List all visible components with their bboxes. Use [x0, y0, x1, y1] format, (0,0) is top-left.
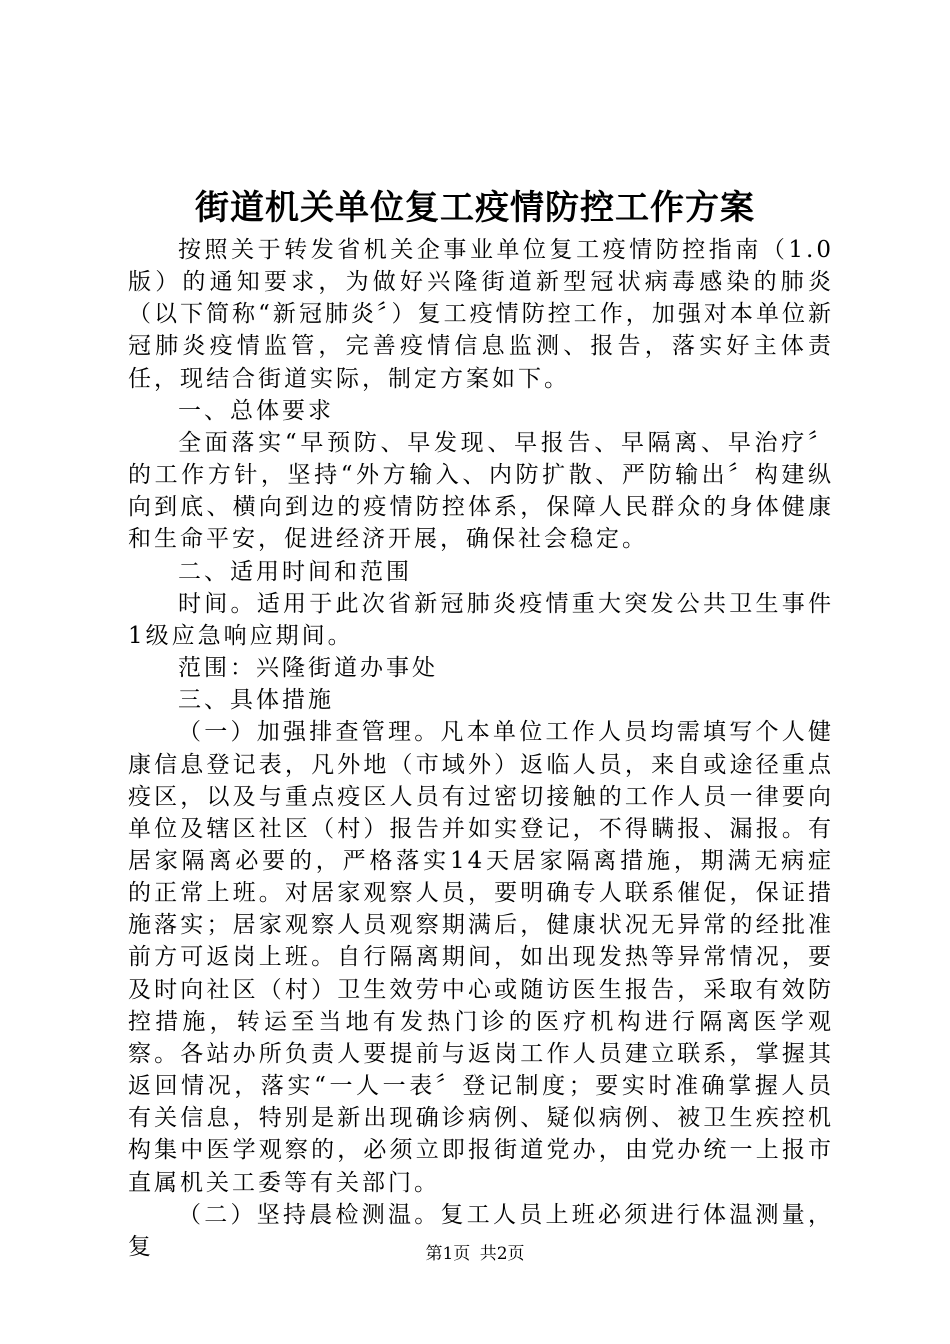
paragraph-range: 范围：兴隆街道办事处: [178, 655, 438, 682]
paragraph-time: 时间。适用于此次省新冠肺炎疫情重大突发公共卫生事件1级应急响应期间。: [128, 590, 834, 649]
page-total: 共2页: [479, 1244, 525, 1264]
page-number: 第1页: [425, 1244, 471, 1264]
section-heading-scope: 二、适用时间和范围: [178, 558, 412, 585]
document-body: [128, 234, 834, 1263]
document-title: 街道机关单位复工疫情防控工作方案: [195, 188, 755, 228]
paragraph-intro: 按照关于转发省机关企事业单位复工疫情防控指南（1.0版）的通知要求，为做好兴隆街道新型冠状病毒感染的肺炎（以下简称“新冠肺炎〞）复工疫情防控工作，加强对本单位新冠肺炎疫情监管，完善疫情信息监测、报告，落实好主体责任，现结合街道实际，制定方案如下。: [128, 237, 834, 392]
page-footer: [0, 1242, 950, 1266]
section-heading-general-requirements: 一、总体要求: [178, 397, 334, 424]
paragraph-measure-2: （二）坚持晨检测温。复工人员上班必须进行体温测量，复: [128, 1201, 834, 1260]
paragraph-general-requirements: 全面落实“早预防、早发现、早报告、早隔离、早治疗〞的工作方针，坚持“外方输入、内防扩散、严防输出〞构建纵向到底、横向到边的疫情防控体系，保障人民群众的身体健康和生命平安，促进经济开展，确保社会稳定。: [128, 429, 834, 553]
section-heading-measures: 三、具体措施: [178, 687, 334, 714]
paragraph-measure-1: （一）加强排查管理。凡本单位工作人员均需填写个人健康信息登记表，凡外地（市域外）返临人员，来自或途径重点疫区，以及与重点疫区人员有过密切接触的工作人员一律要向单位及辖区社区（村）报告并如实登记，不得瞒报、漏报。有居家隔离必要的，严格落实14天居家隔离措施，期满无病症的正常上班。对居家观察人员，要明确专人联系催促，保证措施落实；居家观察人员观察期满后，健康状况无异常的经批准前方可返岗上班。自行隔离期间，如出现发热等异常情况，要及时向社区（村）卫生效劳中心或随访医生报告，采取有效防控措施，转运至当地有发热门诊的医疗机构进行隔离医学观察。各站办所负责人要提前与返岗工作人员建立联系，掌握其返回情况，落实“一人一表〞登记制度；要实时准确掌握人员有关信息，特别是新出现确诊病例、疑似病例、被卫生疾控机构集中医学观察的，必须立即报街道党办，由党办统一上报市直属机关工委等有关部门。: [128, 719, 834, 1196]
